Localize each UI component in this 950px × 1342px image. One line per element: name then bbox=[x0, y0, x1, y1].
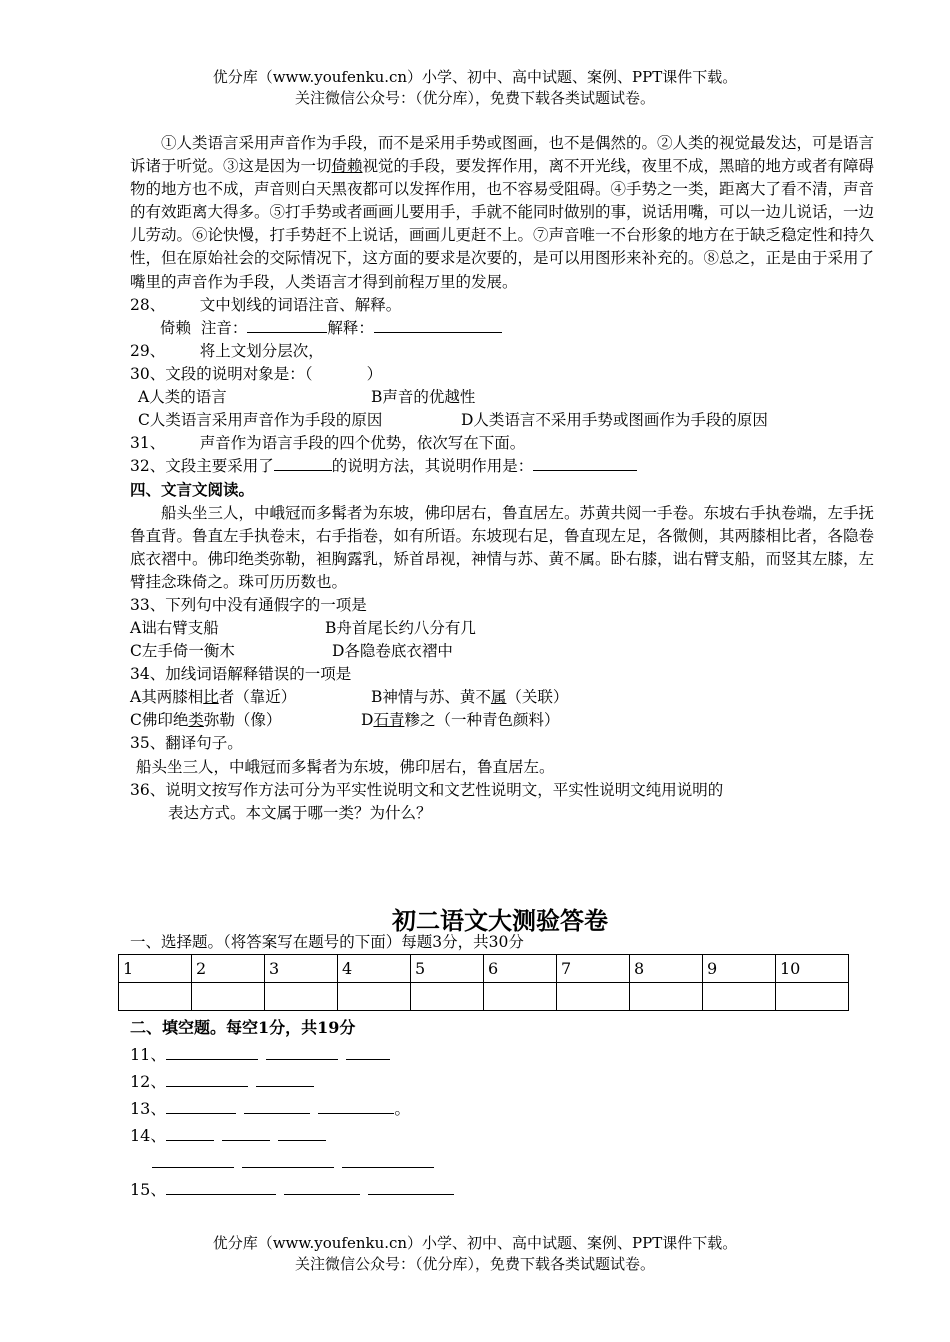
fill-label-14: 14、 bbox=[130, 1126, 167, 1145]
q28-pinyin-blank[interactable] bbox=[247, 318, 327, 333]
q34-a-post: 者（靠近） bbox=[218, 688, 297, 707]
fill-row-14b bbox=[130, 1149, 875, 1176]
answer-grid-number: 7 bbox=[557, 955, 630, 983]
fill-blank[interactable] bbox=[278, 1126, 326, 1141]
question-30-options-cd bbox=[130, 409, 875, 432]
page-footer bbox=[0, 1233, 950, 1275]
fill-blank[interactable] bbox=[284, 1180, 360, 1195]
passage-text-1: ①人类语言采用声音作为手段，而不是采用手势或图画，也不是偶然的。②人类的视觉最发达，可是语言诉诸于听觉。③这是因为一切 bbox=[130, 134, 875, 176]
fill-blank[interactable] bbox=[166, 1072, 248, 1087]
q34-c-pre: C佛印绝 bbox=[130, 711, 189, 730]
fill-blank[interactable] bbox=[368, 1180, 454, 1195]
fill-blank[interactable] bbox=[346, 1045, 390, 1060]
question-30: 30、文段的说明对象是：（ ） bbox=[130, 364, 383, 383]
fill-row-11 bbox=[130, 1041, 875, 1068]
answer-cell[interactable] bbox=[776, 983, 849, 1011]
fill-blank[interactable] bbox=[244, 1099, 310, 1114]
question-28: 28、 文中划线的词语注音、解释。 bbox=[130, 295, 402, 314]
q34-option-b[interactable] bbox=[371, 686, 568, 709]
answer-cell[interactable] bbox=[192, 983, 265, 1011]
q34-c-post: 弥勒（像） bbox=[203, 711, 282, 730]
q28-word-label: 倚赖 注音： bbox=[160, 318, 248, 337]
question-section bbox=[130, 132, 875, 825]
answer-cell[interactable] bbox=[338, 983, 411, 1011]
q32-effect-blank[interactable] bbox=[533, 456, 637, 471]
q33-option-d[interactable]: D各隐卷底衣褶中 bbox=[332, 642, 453, 661]
q32-text-b: 的说明方法，其说明作用是： bbox=[331, 457, 534, 476]
q34-d-post: 糁之（一种青色颜料） bbox=[404, 711, 560, 730]
q34-option-c[interactable] bbox=[130, 709, 361, 732]
question-32 bbox=[130, 455, 875, 478]
fill-row-13 bbox=[130, 1095, 875, 1122]
header-line-1: 优分库（www.youfenku.cn）小学、初中、高中试题、案例、PPT课件下载。 bbox=[212, 68, 738, 86]
fill-row-12 bbox=[130, 1068, 875, 1095]
q30-option-c[interactable]: C人类语言采用声音作为手段的原因 bbox=[138, 411, 383, 430]
fill-label-11: 11、 bbox=[130, 1045, 167, 1064]
fill-blank[interactable] bbox=[166, 1045, 258, 1060]
answer-grid-number: 8 bbox=[630, 955, 703, 983]
question-31: 31、 声音作为语言手段的四个优势，依次写在下面。 bbox=[130, 434, 526, 453]
fill-row-15 bbox=[130, 1176, 875, 1203]
reading-passage bbox=[130, 132, 875, 294]
fill-row-13-period: 。 bbox=[394, 1099, 411, 1118]
question-29: 29、 将上文划分层次， bbox=[130, 341, 324, 360]
answer-cell[interactable] bbox=[119, 983, 192, 1011]
q34-c-underlined: 类 bbox=[188, 711, 204, 730]
fill-label-13: 13、 bbox=[130, 1099, 167, 1118]
answer-cell[interactable] bbox=[557, 983, 630, 1011]
question-35-sentence: 船头坐三人，中峨冠而多髯者为东坡，佛印居右，鲁直居左。 bbox=[136, 757, 555, 776]
answer-grid-number: 4 bbox=[338, 955, 411, 983]
header-line-2: 关注微信公众号：（优分库），免费下载各类试题试卷。 bbox=[294, 89, 655, 107]
q32-method-blank[interactable] bbox=[274, 456, 332, 471]
answer-section-2-heading: 二、填空题。每空1分，共19分 bbox=[130, 1018, 356, 1037]
answer-sheet-title: 初二语文大测验答卷 bbox=[392, 907, 608, 935]
footer-line-1: 优分库（www.youfenku.cn）小学、初中、高中试题、案例、PPT课件下载。 bbox=[212, 1234, 738, 1252]
fill-label-15: 15、 bbox=[130, 1180, 167, 1199]
underlined-word: 倚赖 bbox=[331, 157, 363, 176]
fill-blank[interactable] bbox=[242, 1153, 334, 1168]
q33-option-a[interactable]: A诎右臂支船 bbox=[130, 618, 219, 637]
question-33-options-cd bbox=[130, 640, 875, 663]
footer-line-2: 关注微信公众号：（优分库），免费下载各类试题试卷。 bbox=[294, 1255, 655, 1273]
fill-blank[interactable] bbox=[166, 1126, 214, 1141]
fill-label-12: 12、 bbox=[130, 1072, 167, 1091]
q34-b-post: （关联） bbox=[506, 688, 569, 707]
q34-b-underlined: 属 bbox=[490, 688, 507, 707]
q34-a-underlined: 比 bbox=[203, 688, 219, 707]
passage-text-2: 视觉的手段，要发挥作用，离不开光线，夜里不成，黑暗的地方或者有障碍物的地方也不成，声音则白天黑夜都可以发挥作用，也不容易受阻碍。④手势之一类，距离大了看不清，声音的有效距离大得多。⑤打手势或者画画儿要用手，手就不能同时做别的事，说话用嘴，可以一边儿说话，一边儿劳动。⑥论快慢，打手势赶不上说话，画画儿更赶不上。⑦声音唯一不台形象的地方在于缺乏稳定性和持久性，但在原始社会的交际情况下，这方面的要求是次要的，是可以用图形来补充的。⑧总之，正是由于采用了嘴里的声音作为手段，人类语言才得到前程万里的发展。 bbox=[130, 157, 875, 291]
q30-option-d[interactable]: D人类语言不采用手势或图画作为手段的原因 bbox=[461, 411, 768, 430]
question-33-options-ab bbox=[130, 617, 875, 640]
fill-blank[interactable] bbox=[266, 1045, 338, 1060]
answer-cell[interactable] bbox=[265, 983, 338, 1011]
answer-cell[interactable] bbox=[411, 983, 484, 1011]
question-34: 34、加线词语解释错误的一项是 bbox=[130, 665, 352, 684]
answer-grid-number: 5 bbox=[411, 955, 484, 983]
fill-blank[interactable] bbox=[342, 1153, 434, 1168]
question-34-options-ab bbox=[130, 686, 875, 709]
fill-in-section bbox=[130, 1014, 875, 1203]
q28-explain-blank[interactable] bbox=[374, 318, 502, 333]
q32-text-a: 32、文段主要采用了 bbox=[130, 457, 274, 476]
q33-option-b[interactable]: B舟首尾长约八分有几 bbox=[325, 618, 476, 637]
answer-grid-number: 1 bbox=[119, 955, 192, 983]
fill-blank[interactable] bbox=[152, 1153, 234, 1168]
question-33: 33、下列句中没有通假字的一项是 bbox=[130, 595, 367, 614]
answer-grid-number: 6 bbox=[484, 955, 557, 983]
fill-blank[interactable] bbox=[256, 1072, 314, 1087]
q34-d-underlined: 石青 bbox=[373, 711, 405, 730]
q33-option-c[interactable]: C左手倚一衡木 bbox=[130, 642, 235, 661]
q34-option-a[interactable] bbox=[130, 686, 371, 709]
fill-blank[interactable] bbox=[166, 1099, 236, 1114]
q30-option-b[interactable]: B声音的优越性 bbox=[371, 388, 476, 407]
section-4-heading: 四、文言文阅读。 bbox=[130, 480, 255, 500]
question-36-line-1: 36、说明文按写作方法可分为平实性说明文和文艺性说明文，平实性说明文纯用说明的 bbox=[130, 780, 724, 799]
answer-section-1-heading: 一、选择题。（将答案写在题号的下面）每题3分，共30分 bbox=[130, 933, 524, 951]
q28-explain-label: 解释： bbox=[327, 318, 374, 337]
question-30-options-ab bbox=[130, 386, 875, 409]
classical-passage: 船头坐三人，中峨冠而多髯者为东坡，佛印居右，鲁直居左。苏黄共阅一手卷。东坡右手执卷端，左手抚鲁直背。鲁直左手执卷末，右手指卷，如有所语。东坡现右足，鲁直现左足，各微侧，其两膝相比者，各隐卷底衣褶中。佛印绝类弥勒，袒胸露乳，矫首昂视，神情与苏、黄不属。卧右膝，诎右臂支船，而竖其左膝，左臂挂念珠倚之。珠可历历数也。 bbox=[130, 503, 875, 591]
answer-grid bbox=[118, 954, 849, 1011]
answer-grid-number-row bbox=[119, 955, 849, 983]
fill-blank[interactable] bbox=[318, 1099, 394, 1114]
answer-cell[interactable] bbox=[630, 983, 703, 1011]
answer-grid-number: 3 bbox=[265, 955, 338, 983]
question-34-options-cd bbox=[130, 709, 875, 732]
answer-grid-answer-row bbox=[119, 983, 849, 1011]
question-36-line-2: 表达方式。本文属于哪一类？为什么？ bbox=[168, 803, 432, 822]
answer-cell[interactable] bbox=[703, 983, 776, 1011]
q34-option-d[interactable] bbox=[361, 709, 559, 732]
q34-a-pre: A其两膝相 bbox=[130, 688, 204, 707]
q34-d-pre: D bbox=[361, 711, 374, 730]
fill-blank[interactable] bbox=[222, 1126, 270, 1141]
question-35: 35、翻译句子。 bbox=[130, 734, 243, 753]
answer-grid-number: 9 bbox=[703, 955, 776, 983]
fill-blank[interactable] bbox=[166, 1180, 276, 1195]
question-28-answer-line bbox=[130, 317, 875, 340]
answer-cell[interactable] bbox=[484, 983, 557, 1011]
q30-option-a[interactable]: A人类的语言 bbox=[138, 388, 227, 407]
answer-grid-number: 10 bbox=[776, 955, 849, 983]
q34-b-pre: B神情与苏、黄不 bbox=[371, 688, 491, 707]
answer-grid-number: 2 bbox=[192, 955, 265, 983]
page-header bbox=[0, 67, 950, 109]
fill-row-14 bbox=[130, 1122, 875, 1149]
